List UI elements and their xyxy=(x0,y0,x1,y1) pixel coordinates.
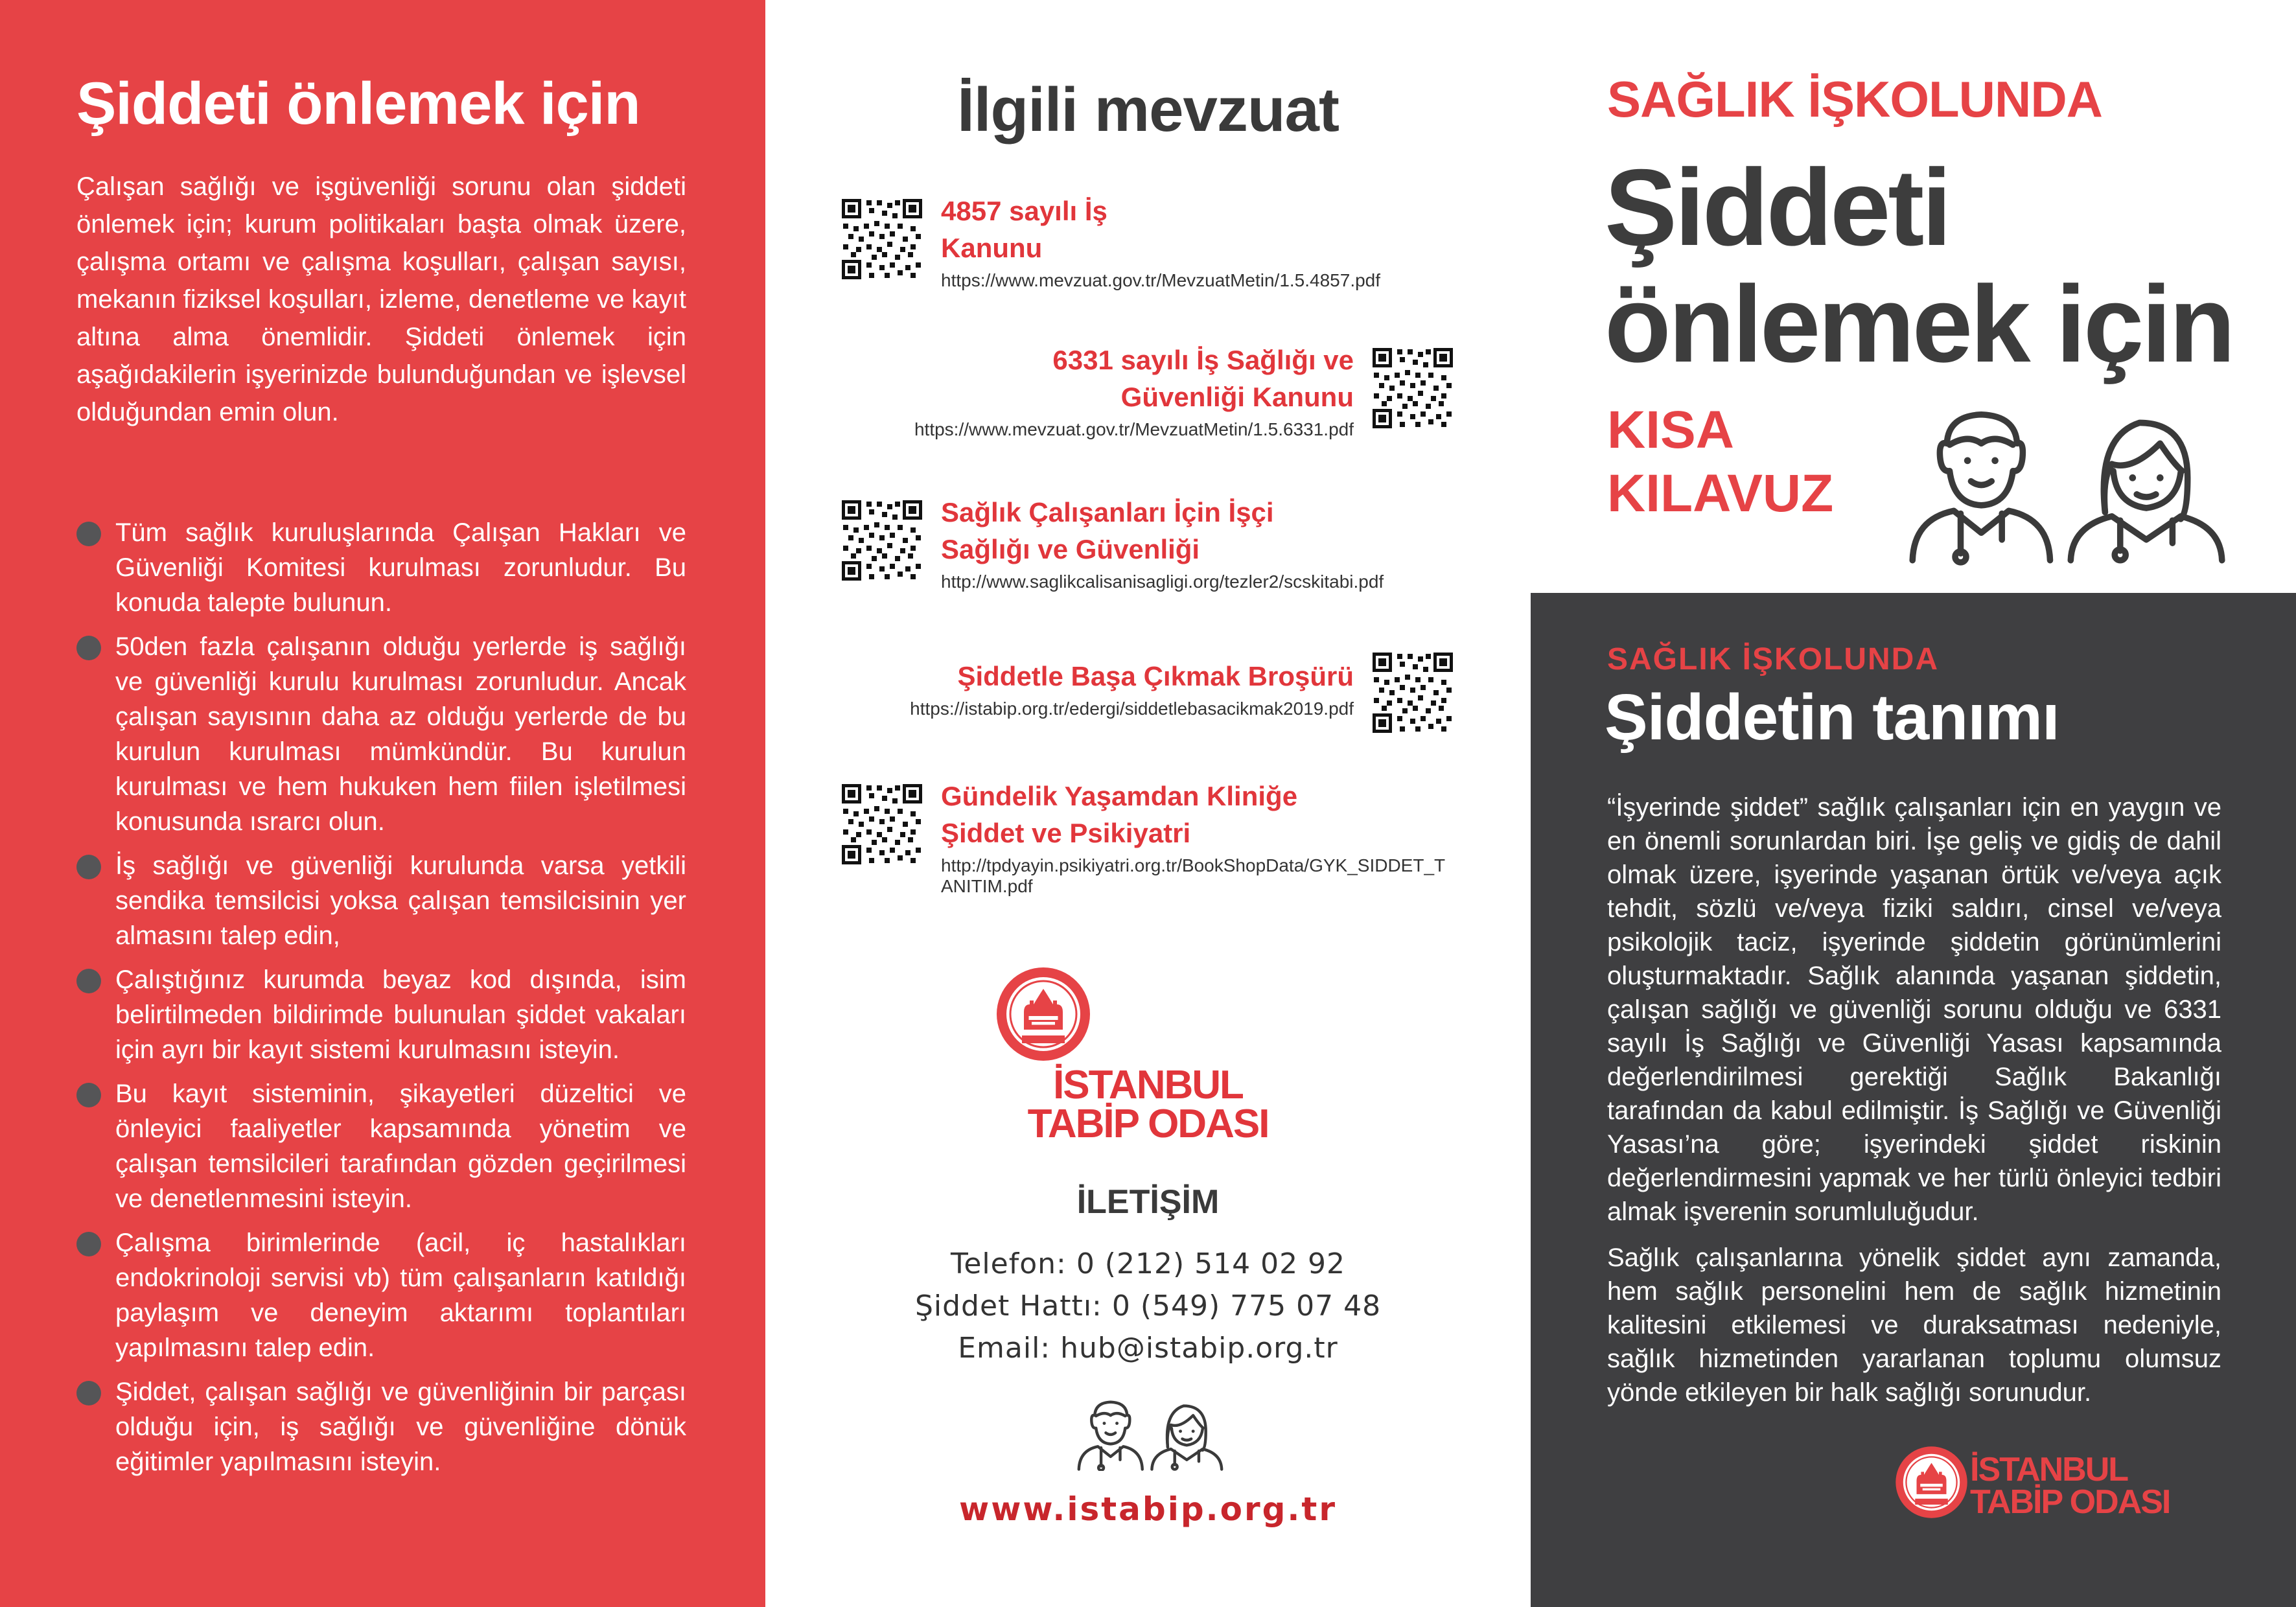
reference-url[interactable]: http://tpdyayin.psikiyatri.org.tr/BookShopData/GYK_SIDDET_TANITIM.pdf xyxy=(941,855,1446,896)
cover-kicker: SAĞLIK İŞKOLUNDA xyxy=(1607,71,2102,128)
section-kicker: SAĞLIK İŞKOLUNDA xyxy=(1607,642,1939,676)
phone-number[interactable]: Telefon: 0 (212) 514 02 92 xyxy=(950,1247,1346,1280)
qr-code-icon[interactable] xyxy=(841,783,923,866)
list-item: Bu kayıt sisteminin, şikayetleri düzeltici ve önleyici faaliyetler kapsamında yönetim ve çalışan temsilcileri tarafından gözden geçirilmesi ve denetlenmesini isteyin. xyxy=(76,1076,686,1216)
legislation-title: İlgili mevzuat xyxy=(957,75,1339,145)
violence-hotline[interactable]: Şiddet Hattı: 0 (549) 775 07 48 xyxy=(914,1289,1382,1323)
reference-url[interactable]: https://www.mevzuat.gov.tr/MevzuatMetin/1.5.6331.pdf xyxy=(914,419,1354,439)
list-item: İş sağlığı ve güvenliği kurulunda varsa yetkili sendika temsilcisi yoksa çalışan temsilcisinin yer almasını talep edin, xyxy=(76,848,686,953)
istanbul-tabip-odasi-seal xyxy=(1894,1445,1969,1520)
qr-code-icon[interactable] xyxy=(1371,651,1454,734)
reference-url[interactable]: http://www.saglikcalisanisagligi.org/tezler2/scskitabi.pdf xyxy=(941,572,1384,592)
email-address[interactable]: Email: hub@istabip.org.tr xyxy=(958,1332,1338,1365)
reference-title: Gündelik Yaşamdan Kliniğe Şiddet ve Psikiyatri xyxy=(941,781,1298,848)
list-item: Çalışma birimlerinde (acil, iç hastalıkları endokrinoloji servisi vb) tüm çalışanların katıldığı paylaşım ve deneyim aktarımı toplantıları yapılmasını talep edin. xyxy=(76,1225,686,1365)
reference-url[interactable]: https://istabip.org.tr/edergi/siddetlebasacikmak2019.pdf xyxy=(910,699,1354,719)
prevention-list xyxy=(76,515,686,1479)
list-item: 50den fazla çalışanın olduğu yerlerde iş sağlığı ve güvenliği kurulu kurulması zorunludur. Ancak çalışan sayısının daha az olduğu yerlerde de bu kurulun kurulması mümkündür. Bu kurulun kurulması ve hem hukuken hem fiilen işletilmesi konusunda ısrarcı olun. xyxy=(76,629,686,839)
qr-code-icon[interactable] xyxy=(841,499,923,582)
bullet-icon xyxy=(76,855,101,879)
reference-title: Sağlık Çalışanları İçin İşçi Sağlığı ve Güvenliği xyxy=(941,497,1274,564)
list-item: Tüm sağlık kuruluşlarında Çalışan Hakları ve Güvenliği Komitesi kurulması zorunludur. Bu konuda talepte bulunun. xyxy=(76,515,686,620)
cover-guide-label: KISA KILAVUZ xyxy=(1607,400,1834,523)
definition-paragraph: Sağlık çalışanlarına yönelik şiddet aynı zamanda, hem sağlık personelini hem de sağlık hizmetinin kalitesini etkilemesi ve duraksatması nedeniyle, sağlık hizmetinden yararlanan toplumu olumsuz yönde etkileyen bir halk sağlığı sorunudur. xyxy=(1607,1243,2221,1407)
doctors-illustration-icon xyxy=(1899,363,2236,596)
left-title: Şiddeti önlemek için xyxy=(76,71,640,137)
definition-paragraph: “İşyerinde şiddet” sağlık çalışanları için en yaygın ve en önemli sorunlardan biri. İşe geliş ve gidiş de dahil olmak üzere, işyerinde yaşanan örtük ve/veya açık tehdit, sözlü ve/veya fiziki saldırı, cinsel ve/veya psikolojik taciz, işyerinde şiddetin görünümlerini oluşturmaktadır. Sağlık alanında yaşanan şiddetin, çalışan sağlığı ve güvenliği sorunu olduğu ve 6331 sayılı İş Sağlığı ve Güvenliği Yasası kapsamında değerlendirilmesi gerektiği Sağlık Bakanlığı tarafından da kabul edilmiştir. İş Sağlığı ve Güvenliği Yasası’na göre; işyerindeki şiddet riskinin değerlendirmesini yapmak ve her türlü önleyici tedbiri almak işverenin sorumluluğudur. xyxy=(1607,793,2221,1226)
bullet-icon xyxy=(76,522,101,546)
left-panel xyxy=(0,0,765,1607)
reference-item[interactable] xyxy=(841,651,1454,742)
bullet-icon xyxy=(76,1232,101,1256)
website-link[interactable]: www.istabip.org.tr xyxy=(959,1490,1337,1528)
list-item: Şiddet, çalışan sağlığı ve güvenliğinin bir parçası olduğu için, iş sağlığı ve güvenliğine dönük eğitimler yapılmasını isteyin. xyxy=(76,1374,686,1479)
bullet-icon xyxy=(76,1083,101,1107)
doctors-illustration-icon xyxy=(1073,1393,1228,1471)
reference-title: Şiddetle Başa Çıkmak Broşürü xyxy=(957,661,1354,691)
qr-code-icon[interactable] xyxy=(1371,347,1454,430)
list-item: Çalıştığınız kurumda beyaz kod dışında, isim belirtilmeden bildirimde bulunulan şiddet vakaları için ayrı bir kayıt sistemi kurulmasını isteyin. xyxy=(76,962,686,1067)
bullet-icon xyxy=(76,969,101,993)
reference-title: 6331 sayılı İş Sağlığı ve Güvenliği Kanunu xyxy=(1052,345,1354,412)
section-title: Şiddetin tanımı xyxy=(1605,681,2059,754)
org-name-line2: TABİP ODASI xyxy=(1027,1102,1269,1146)
reference-url[interactable]: https://www.mevzuat.gov.tr/MevzuatMetin/1.5.4857.pdf xyxy=(941,270,1381,290)
bullet-icon xyxy=(76,636,101,660)
bullet-icon xyxy=(76,1381,101,1405)
reference-item[interactable] xyxy=(841,781,1450,896)
org-name-line1: İSTANBUL xyxy=(1053,1063,1243,1107)
reference-item[interactable] xyxy=(841,499,1450,590)
qr-code-icon[interactable] xyxy=(841,198,923,281)
reference-title: 4857 sayılı İş Kanunu xyxy=(941,196,1107,263)
reference-item[interactable] xyxy=(841,198,1450,288)
istanbul-tabip-odasi-seal xyxy=(995,965,1092,1063)
contact-heading: İLETİŞİM xyxy=(1076,1183,1220,1221)
reference-item[interactable] xyxy=(841,347,1454,437)
cover-title: Şiddeti önlemek için xyxy=(1605,146,2233,385)
left-intro: Çalışan sağlığı ve işgüvenliği sorunu olan şiddeti önlemek için; kurum politikaları başta olmak üzere, çalışma ortamı ve çalışma koşulları, çalışan sayısı, mekanın fiziksel koşulları, izleme, denetleme ve kayıt altına alma önemlidir. Şiddeti önlemek için aşağıdakilerin işyerinizde bulunduğundan ve işlevsel olduğundan emin olun. xyxy=(76,172,686,427)
org-name: İSTANBUL TABİP ODASI xyxy=(1970,1451,2170,1521)
